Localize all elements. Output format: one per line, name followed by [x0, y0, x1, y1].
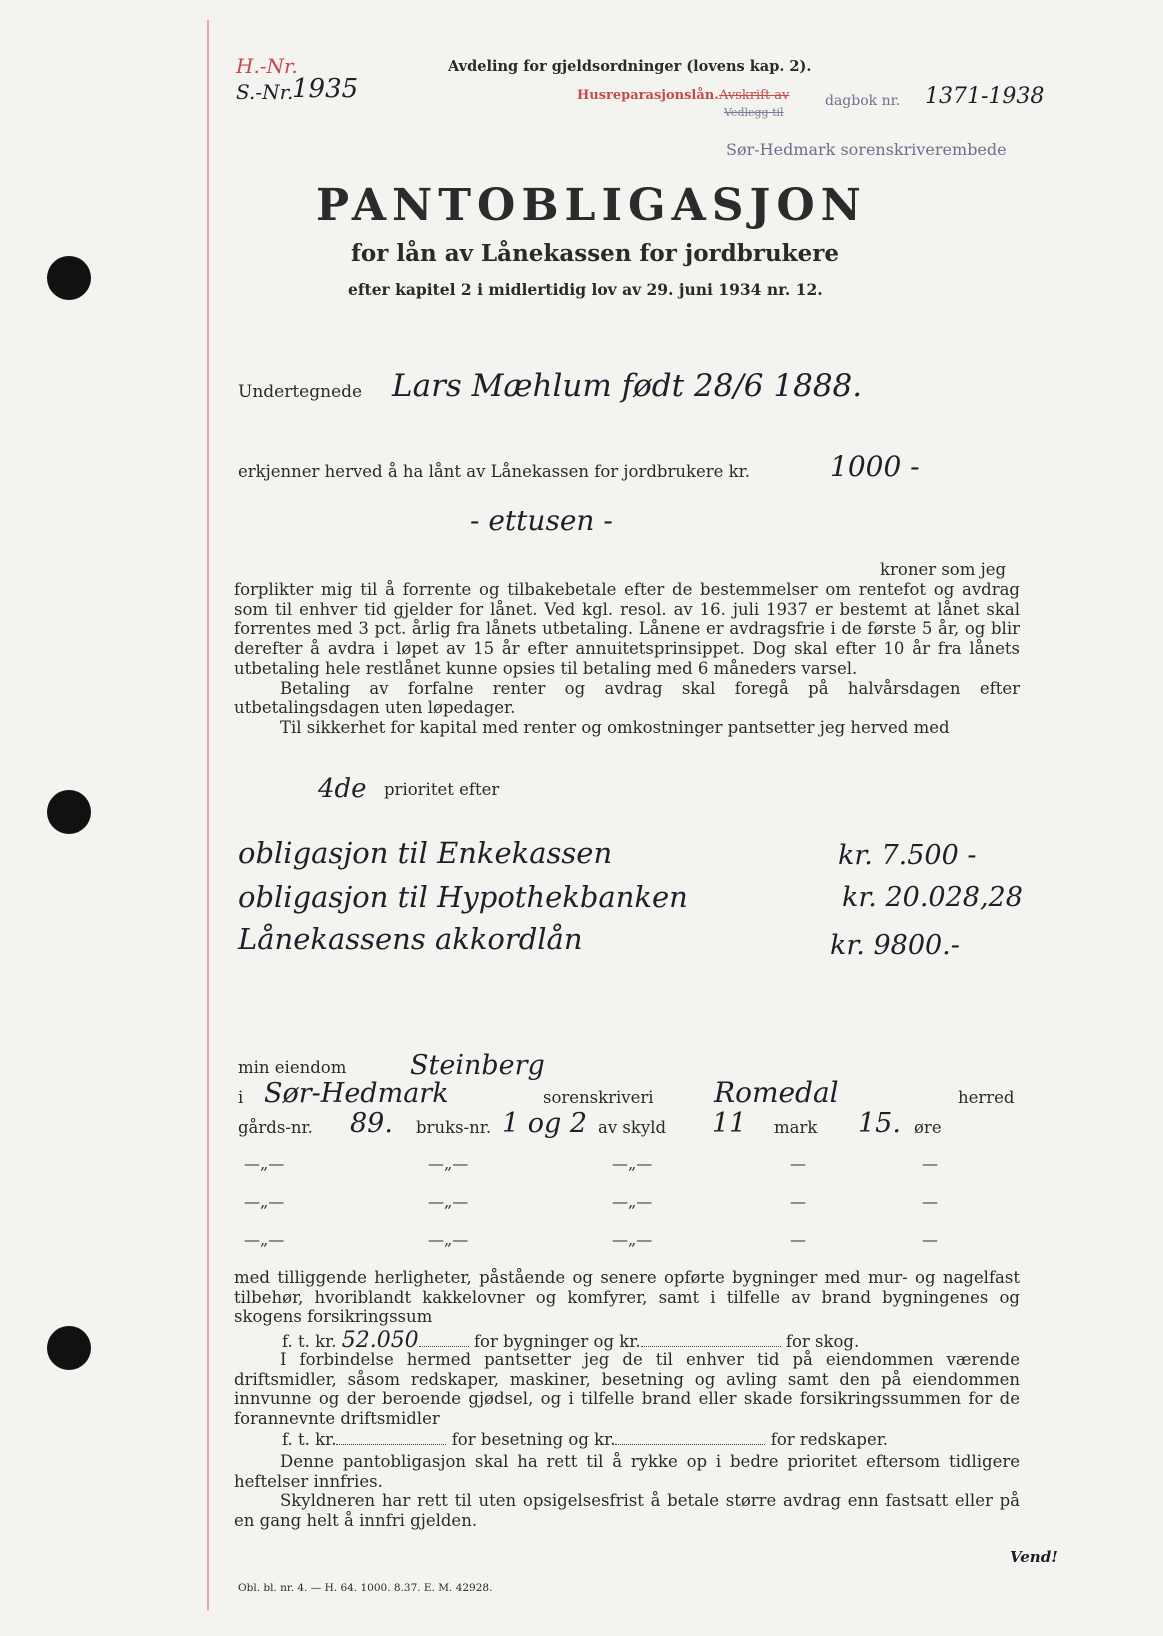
- sorenskriveri-label: sorenskriveri: [543, 1088, 654, 1107]
- property-name: Steinberg: [410, 1050, 545, 1081]
- clause-4: Skyldneren har rett til uten opsigelsesfrist å betale større avdrag enn fastsatt eller på en gang helt å innfri gjelden.: [234, 1491, 1020, 1531]
- office-stamp: Sør-Hedmark sorenskriverembede: [726, 140, 1007, 159]
- final-clauses: [234, 1452, 1020, 1531]
- ditto-mark: —„—: [612, 1192, 653, 1211]
- lien-desc-1: obligasjon til Enkekassen: [238, 836, 613, 870]
- lien-desc-2: obligasjon til Hypothekbanken: [238, 880, 688, 914]
- loan-amount: 1000 -: [830, 450, 920, 483]
- bruks-nr-value: 1 og 2: [502, 1108, 588, 1139]
- bruks-nr-label: bruks-nr.: [416, 1118, 492, 1137]
- document-title: PANTOBLIGASJON: [316, 180, 867, 231]
- mark-label: mark: [774, 1118, 818, 1137]
- punch-hole-middle: [47, 790, 91, 834]
- district-name: Sør-Hedmark: [264, 1078, 449, 1109]
- ditto-mark: —: [790, 1154, 806, 1173]
- ft2-end: for redskaper.: [770, 1430, 889, 1449]
- avskrift-label: Avskrift av: [719, 88, 790, 103]
- form-reference: Obl. bl. nr. 4. — H. 64. 1000. 8.37. E. M. 42928.: [238, 1582, 493, 1594]
- ditto-mark: —: [922, 1192, 938, 1211]
- ditto-mark: —: [922, 1230, 938, 1249]
- signatory-name: Lars Mæhlum født 28/6 1888.: [392, 368, 863, 404]
- terms-paragraph-2: Betaling av forfalne renter og avdrag skal foregå på halvårsdagen efter utbetalingsdagen uten løpedager.: [234, 678, 1020, 718]
- margin-rule: [207, 20, 209, 1610]
- terms-paragraph-3: Til sikkerhet for kapital med renter og omkostninger pantsetter jeg herved med: [280, 717, 950, 737]
- loan-amount-words: - ettusen -: [470, 504, 613, 537]
- priority-label: prioritet efter: [384, 780, 500, 799]
- ft2-mid: for besetning og kr.: [451, 1430, 616, 1449]
- ft1-value: 52.050: [341, 1328, 419, 1353]
- department-line: Avdeling for gjeldsordninger (lovens kap. 2).: [448, 58, 812, 75]
- loan-terms: [234, 580, 1020, 738]
- s-nr-value: 1935: [292, 74, 359, 104]
- terms-paragraph-1: forplikter mig til å forrente og tilbakebetale efter de bestemmelser om rentefot og avdrag som til enhver tid gjelder for lånet. Ved kgl. resol. av 16. juli 1937 er bestemt at lånet skal forrentes med 3 pct. årlig fra lånets utbetaling. Lånene er avdragsfrie i de første 5 år, og blir derefter å avdra i løpet av 15 år efter annuitetsprinsippet. Dog skal efter 10 år fra lånets utbetaling hele restlånet kunne opsies til betaling med 6 måneders varsel.: [234, 580, 1020, 678]
- property-clause: [234, 1268, 1020, 1327]
- herred-name: Romedal: [714, 1076, 839, 1109]
- skyld-ore-value: 15.: [858, 1108, 901, 1139]
- punch-hole-bottom: [47, 1326, 91, 1370]
- clause-1: med tilliggende herligheter, påstående og senere opførte bygninger med mur- og nagelfast tilbehør, hvoriblandt kakkelovner og komfyrer, samt i tilfelle av brand bygningenes og skogens forsikringssum: [234, 1268, 1020, 1327]
- ditto-mark: —„—: [244, 1230, 285, 1249]
- document-subtitle: for lån av Lånekassen for jordbrukere: [351, 240, 839, 267]
- ditto-mark: —: [922, 1154, 938, 1173]
- lien-desc-3: Lånekassens akkordlån: [238, 922, 583, 956]
- ft1-mid: for bygninger og kr.: [473, 1332, 641, 1351]
- dagbok-number: 1371-1938: [925, 84, 1045, 109]
- skyld-label: av skyld: [598, 1118, 667, 1137]
- lien-amount-2: kr. 20.028,28: [842, 882, 1023, 913]
- ditto-mark: —„—: [612, 1154, 653, 1173]
- ditto-mark: —„—: [244, 1154, 285, 1173]
- blank-line: [615, 1430, 765, 1445]
- undertegnede-label: Undertegnede: [238, 382, 363, 402]
- dagbok-label: dagbok nr.: [825, 93, 901, 109]
- gards-nr-label: gårds-nr.: [238, 1118, 313, 1137]
- turn-over-note: Vend!: [1010, 1548, 1058, 1566]
- ft1-prefix: f. t. kr.: [282, 1332, 337, 1351]
- clause-2: I forbindelse hermed pantsetter jeg de til enhver tid på eiendommen værende driftsmidler, såsom redskaper, maskiner, besetning og avling samt den på eiendommen innvunne og der beroende gjødsel, og i tilfelle brand eller skade forsikringssummen for de forannevnte driftsmidler: [234, 1350, 1020, 1429]
- min-eiendom-label: min eiendom: [238, 1058, 347, 1077]
- ditto-mark: —„—: [428, 1192, 469, 1211]
- ditto-mark: —: [790, 1230, 806, 1249]
- ft2-prefix: f. t. kr.: [282, 1430, 337, 1449]
- ditto-mark: —„—: [428, 1154, 469, 1173]
- herred-label: herred: [958, 1088, 1015, 1107]
- kroner-label: kroner som jeg: [880, 560, 1007, 579]
- ft1-end: for skog.: [785, 1332, 860, 1351]
- law-reference: efter kapitel 2 i midlertidig lov av 29. juni 1934 nr. 12.: [348, 280, 823, 299]
- husreparasjon-label: Husreparasjonslån.: [577, 88, 719, 103]
- ditto-mark: —„—: [244, 1192, 285, 1211]
- punch-hole-top: [47, 256, 91, 300]
- blank-line: [419, 1332, 469, 1347]
- i-label: i: [238, 1088, 244, 1107]
- ditto-mark: —„—: [612, 1230, 653, 1249]
- loan-statement: erkjenner herved å ha lånt av Lånekassen for jordbrukere kr.: [238, 462, 750, 481]
- insurance-line-2: [282, 1430, 888, 1449]
- h-nr-label: H.-Nr.: [236, 54, 298, 78]
- gards-nr-value: 89.: [350, 1108, 393, 1139]
- lien-amount-1: kr. 7.500 -: [838, 840, 977, 871]
- blank-line: [336, 1430, 446, 1445]
- ditto-mark: —: [790, 1192, 806, 1211]
- ore-label: øre: [914, 1118, 942, 1137]
- clause-3: Denne pantobligasjon skal ha rett til å rykke op i bedre prioritet eftersom tidligere heftelser innfries.: [234, 1452, 1020, 1491]
- lien-amount-3: kr. 9800.-: [830, 930, 960, 961]
- vedlegg-label: Vedlegg til: [724, 106, 784, 119]
- equipment-clause: [234, 1350, 1020, 1429]
- skyld-mark-value: 11: [712, 1108, 747, 1139]
- blank-line: [641, 1332, 781, 1347]
- ditto-mark: —„—: [428, 1230, 469, 1249]
- priority-value: 4de: [318, 774, 367, 804]
- s-nr-label: S.-Nr.: [236, 80, 294, 104]
